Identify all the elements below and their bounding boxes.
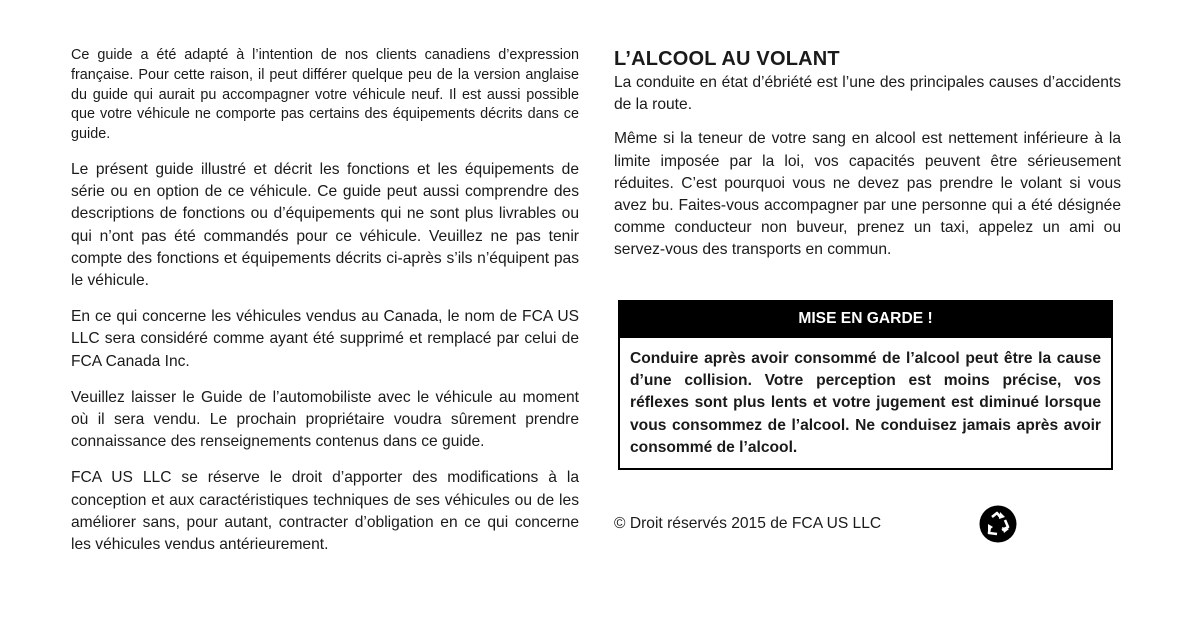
copyright-notice: © Droit réservés 2015 de FCA US LLC [614, 515, 882, 532]
resale-paragraph: Veuillez laisser le Guide de l’automobiliste avec le véhicule au moment où il sera vendu. Le prochain propriétaire voudra sûrement prendre connaissance des renseignements contenus dans ce guide. [71, 388, 579, 451]
section-heading: L’ALCOOL AU VOLANT [614, 48, 840, 70]
guide-description-paragraph: Le présent guide illustré et décrit les fonctions et les équipements de série ou en option de ce véhicule. Ce guide peut aussi comprendre des descriptions de fonctions ou d’équipements qui ne sont plus livrables ou qui n’ont pas été commandés pour ce véhicule. Veuillez ne pas tenir compte des fonctions et équipements décrits ci-après s’ils n’équipent pas le véhicule. [71, 160, 579, 289]
drunk-driving-advice: Même si la teneur de votre sang en alcool est nettement inférieure à la limite imposée par la loi, vos capacités peuvent être sérieusement réduites. C’est pourquoi vous ne devez pas prendre le volant si vous avez bu. Faites-vous accompagner par une personne qui a été désignée comme conducteur non buveur, prenez un taxi, appelez un ami ou servez-vous des transports en commun. [614, 130, 1121, 259]
canada-name-paragraph: En ce qui concerne les véhicules vendus au Canada, le nom de FCA US LLC sera considéré comme ayant été supprimé et remplacé par celui de FCA Canada Inc. [71, 308, 579, 370]
recycle-icon [978, 504, 1018, 544]
warning-text: Conduire après avoir consommé de l’alcool peut être la cause d’une collision. Votre perception est moins précise, vos réflexes sont plus lents et votre jugement est diminué lorsque vous consommez de l’alcool. Ne conduisez jamais après avoir consommé de l’alcool. [630, 350, 1101, 456]
warning-box [618, 300, 1113, 470]
warning-title: MISE EN GARDE ! [620, 302, 1111, 338]
right-column [614, 46, 1121, 274]
intro-paragraph: Ce guide a été adapté à l’intention de nos clients canadiens d’expression française. Pour cette raison, il peut différer quelque peu de la version anglaise du guide qui aurait pu accompagner votre véhicule neuf. Il est aussi possible que votre véhicule ne comporte pas certains des équipements décrits dans ce guide. [71, 47, 579, 143]
left-column [71, 46, 579, 570]
modifications-paragraph: FCA US LLC se réserve le droit d’apporter des modifications à la conception et aux caractéristiques techniques de ses véhicules ou de les améliorer sans, pour autant, contracter d’obligation en ce qui concerne les véhicules vendus antérieurement. [71, 469, 579, 554]
drunk-driving-intro: La conduite en état d’ébriété est l’une des principales causes d’accidents de la route. [614, 74, 1121, 114]
